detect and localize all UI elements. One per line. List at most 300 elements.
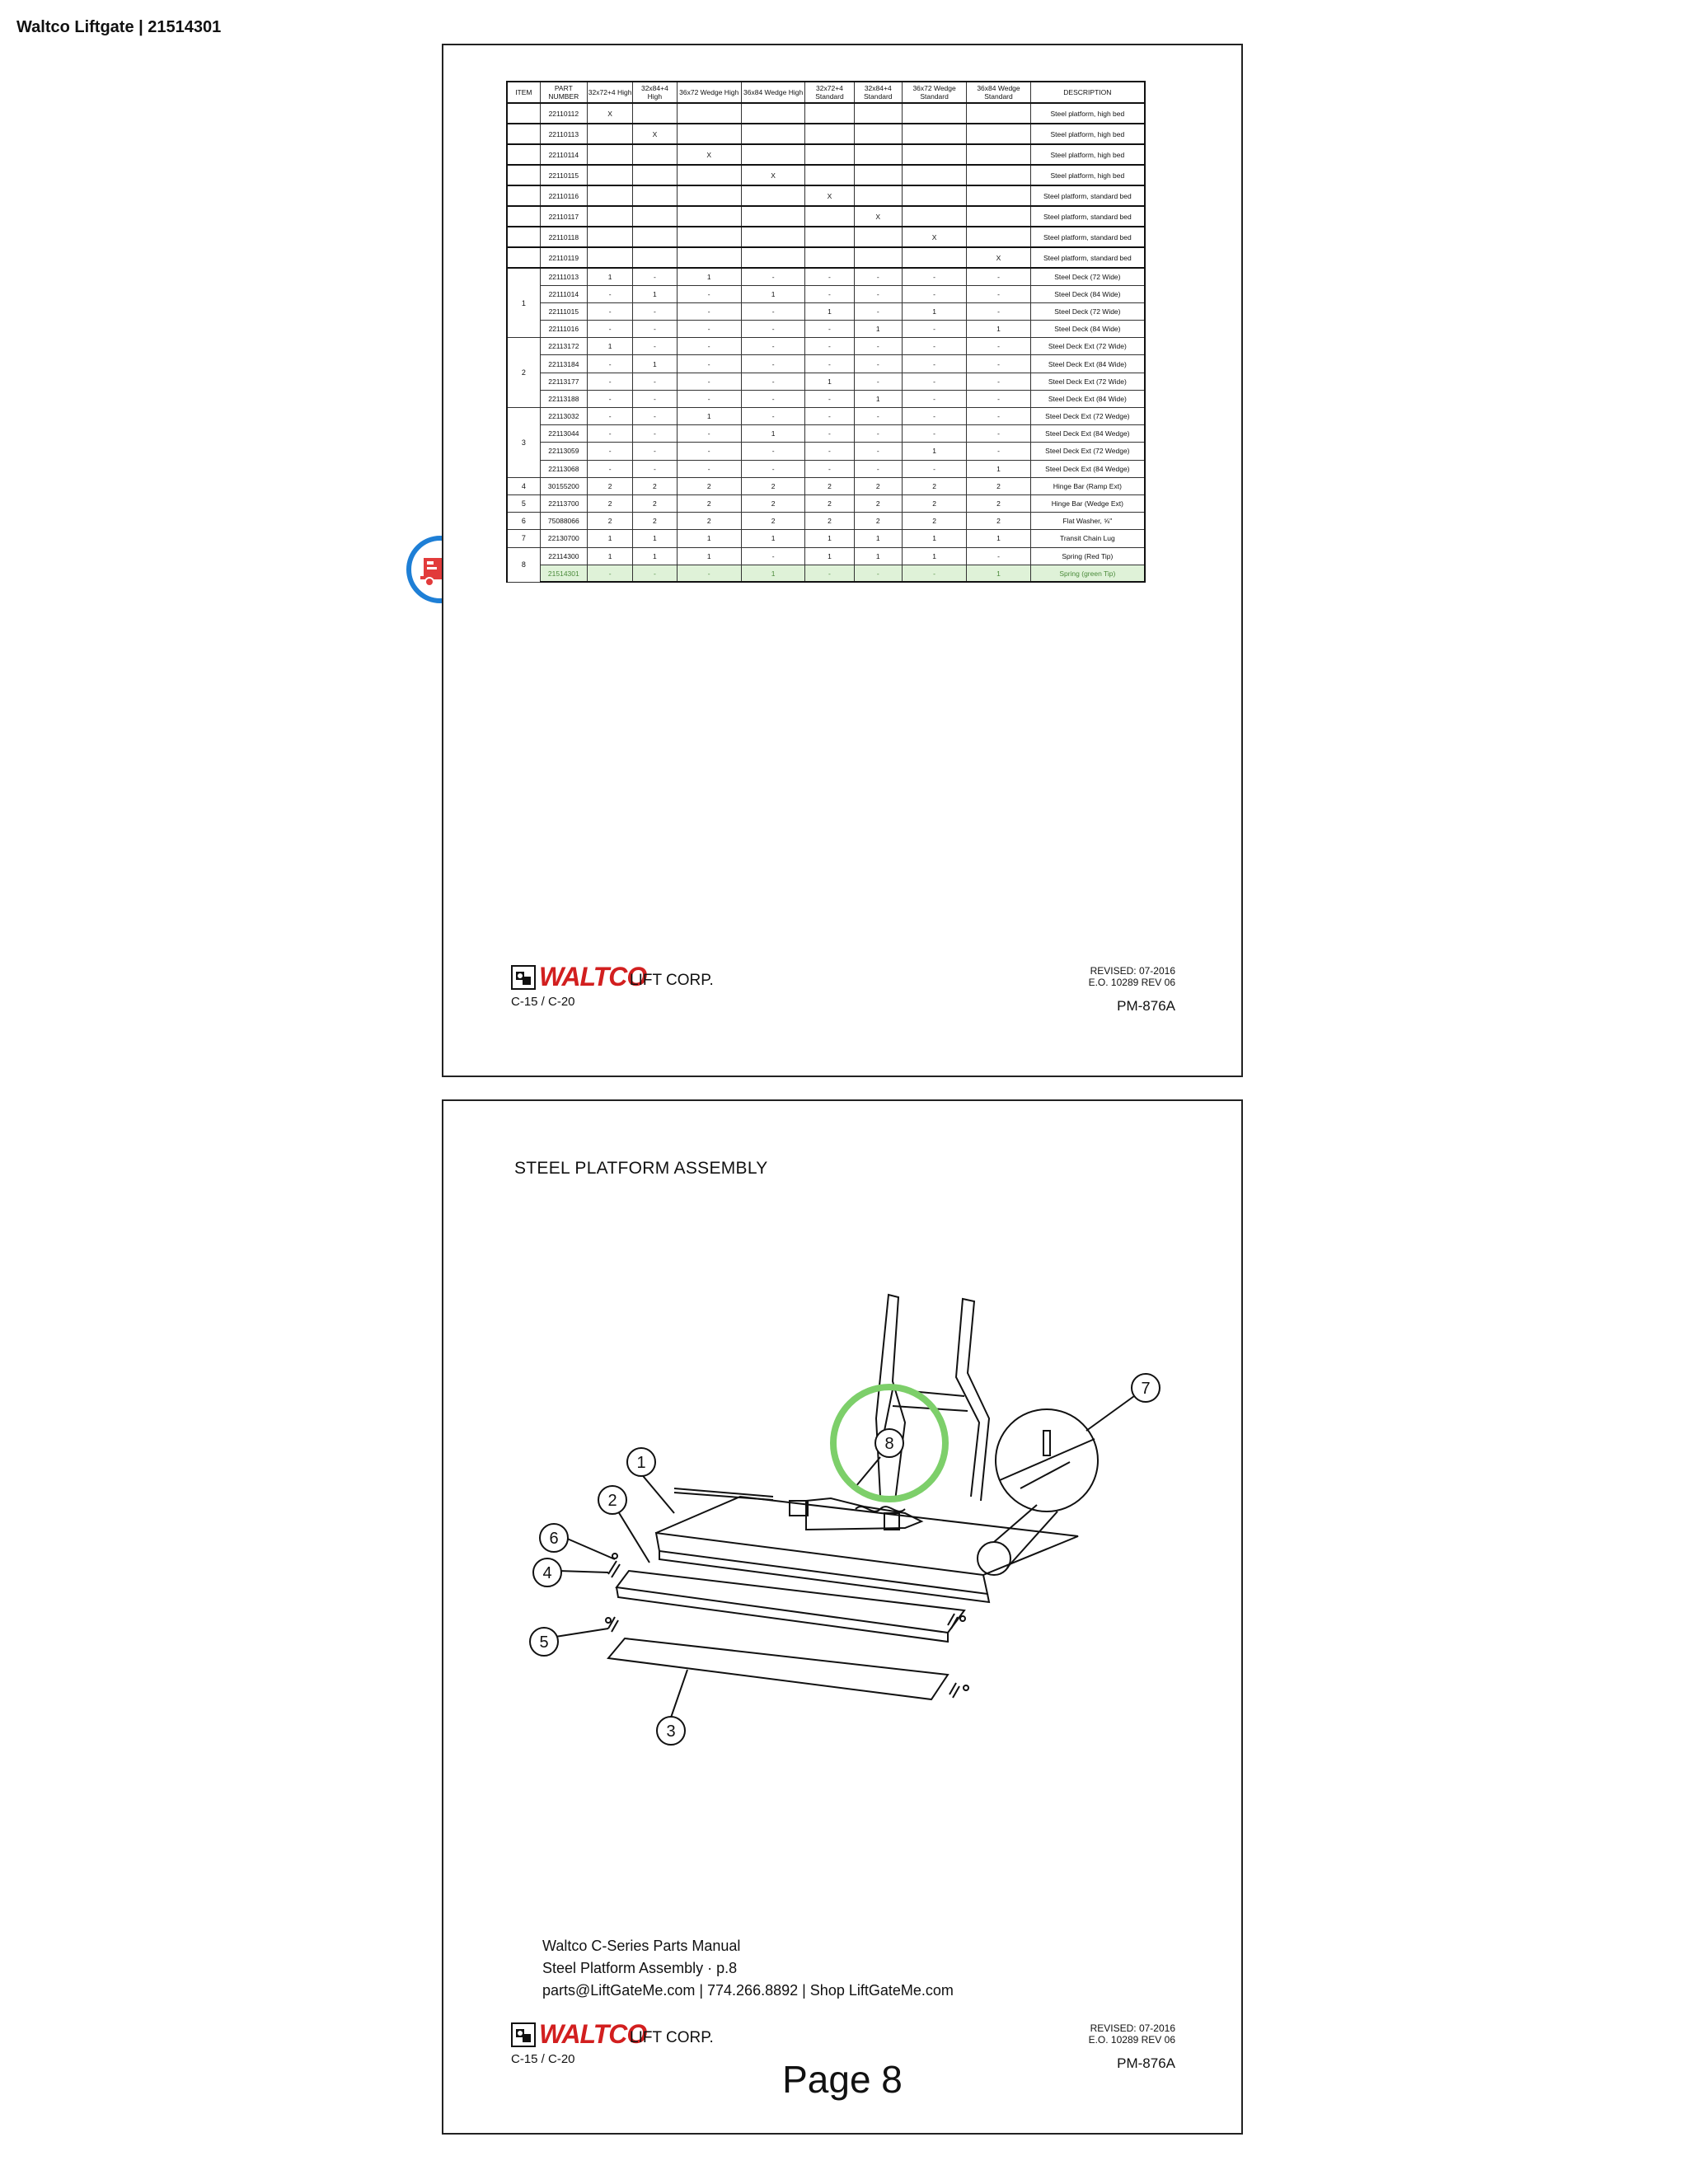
callout-2[interactable]: [598, 1486, 626, 1514]
fit-mark-cell: [854, 227, 902, 247]
description-cell: Spring (Red Tip): [1030, 547, 1145, 565]
callout-5[interactable]: [530, 1628, 558, 1656]
quantity-cell: -: [677, 565, 741, 582]
revision-block: [1089, 965, 1175, 988]
fit-mark-cell: [967, 227, 1030, 247]
quantity-cell: -: [902, 460, 966, 477]
item-cell: 7: [507, 530, 540, 547]
table-row: [507, 460, 1145, 477]
quantity-cell: -: [902, 338, 966, 355]
quantity-cell: -: [967, 547, 1030, 565]
quantity-cell: 1: [677, 268, 741, 285]
sheet-footer: [511, 962, 1203, 1015]
fit-mark-cell: [633, 185, 677, 206]
fit-mark-cell: X: [854, 206, 902, 227]
fit-mark-cell: [854, 124, 902, 144]
description-cell: Spring (green Tip): [1030, 565, 1145, 582]
manual-info: [542, 1935, 954, 2002]
waltco-logo: WALTCO: [539, 2019, 647, 2049]
quantity-cell: -: [967, 373, 1030, 390]
quantity-cell: 2: [805, 513, 854, 530]
lift-corp-label: LIFT CORP.: [630, 972, 714, 989]
exploded-diagram: [443, 1183, 1241, 1741]
parts-list-sheet: [442, 44, 1243, 1077]
item-cell: 4: [507, 477, 540, 494]
quantity-cell: -: [587, 321, 632, 338]
quantity-cell: 1: [902, 302, 966, 320]
quantity-cell: -: [741, 460, 804, 477]
quantity-cell: -: [587, 302, 632, 320]
fit-mark-cell: [741, 247, 804, 268]
quantity-cell: -: [805, 390, 854, 407]
quantity-cell: -: [587, 425, 632, 443]
fit-mark-cell: [854, 144, 902, 165]
quantity-cell: 1: [633, 530, 677, 547]
fit-mark-cell: [587, 124, 632, 144]
part-number-cell: 22113184: [540, 355, 587, 373]
part-number-cell: 21514301: [540, 565, 587, 582]
quantity-cell: -: [805, 460, 854, 477]
waltco-logo: WALTCO: [539, 962, 647, 991]
fit-mark-cell: X: [902, 227, 966, 247]
col-header: 36x72 Wedge High: [677, 82, 741, 103]
revision-block: [1089, 2022, 1175, 2046]
description-cell: Steel Deck (72 Wide): [1030, 268, 1145, 285]
fit-mark-cell: [741, 185, 804, 206]
description-cell: Steel Deck Ext (72 Wide): [1030, 338, 1145, 355]
quantity-cell: -: [633, 565, 677, 582]
quantity-cell: 1: [805, 302, 854, 320]
fit-mark-cell: [633, 144, 677, 165]
description-cell: Steel Deck Ext (84 Wide): [1030, 390, 1145, 407]
callout-label: 7: [1141, 1380, 1151, 1398]
quantity-cell: 1: [587, 547, 632, 565]
table-row: [507, 425, 1145, 443]
description-cell: Steel platform, standard bed: [1030, 227, 1145, 247]
description-cell: Steel platform, standard bed: [1030, 185, 1145, 206]
col-header: 36x72 Wedge Standard: [902, 82, 966, 103]
quantity-cell: 1: [741, 530, 804, 547]
table-row: [507, 302, 1145, 320]
quantity-cell: -: [587, 373, 632, 390]
quantity-cell: -: [741, 390, 804, 407]
callout-1[interactable]: [627, 1448, 655, 1476]
quantity-cell: 1: [967, 565, 1030, 582]
fit-mark-cell: [741, 206, 804, 227]
quantity-cell: 1: [677, 530, 741, 547]
quantity-cell: -: [902, 408, 966, 425]
quantity-cell: -: [677, 321, 741, 338]
description-cell: Steel platform, high bed: [1030, 103, 1145, 124]
description-cell: Steel Deck (84 Wide): [1030, 285, 1145, 302]
fit-mark-cell: [967, 124, 1030, 144]
quantity-cell: 2: [587, 494, 632, 512]
fit-mark-cell: [741, 227, 804, 247]
quantity-cell: -: [741, 373, 804, 390]
steel-deck: [656, 1497, 1078, 1602]
quantity-cell: 1: [805, 530, 854, 547]
col-header: ITEM: [507, 82, 540, 103]
quantity-cell: 2: [805, 477, 854, 494]
item-cell: 5: [507, 494, 540, 512]
quantity-cell: -: [741, 355, 804, 373]
quantity-cell: 1: [805, 373, 854, 390]
callout-7[interactable]: [1132, 1374, 1160, 1402]
col-header: 36x84 Wedge Standard: [967, 82, 1030, 103]
fit-mark-cell: [633, 103, 677, 124]
fit-mark-cell: [587, 185, 632, 206]
fit-mark-cell: [677, 165, 741, 185]
fit-mark-cell: [587, 144, 632, 165]
description-cell: Transit Chain Lug: [1030, 530, 1145, 547]
fit-mark-cell: [805, 124, 854, 144]
fit-mark-cell: X: [741, 165, 804, 185]
col-header: 32x84+4 Standard: [854, 82, 902, 103]
item-cell: 8: [507, 547, 540, 582]
item-cell: [507, 227, 540, 247]
quantity-cell: -: [902, 355, 966, 373]
quantity-cell: 2: [741, 477, 804, 494]
fit-mark-cell: [805, 103, 854, 124]
description-cell: Steel Deck Ext (72 Wedge): [1030, 443, 1145, 460]
quantity-cell: -: [854, 408, 902, 425]
callout-label: 6: [549, 1530, 559, 1548]
table-row: [507, 227, 1145, 247]
quantity-cell: -: [967, 425, 1030, 443]
quantity-cell: 1: [741, 285, 804, 302]
waltco-logo-icon: [511, 2022, 536, 2047]
quantity-cell: -: [587, 390, 632, 407]
part-number-cell: 22111013: [540, 268, 587, 285]
eo-number: E.O. 10289 REV 06: [1088, 977, 1175, 988]
description-cell: Steel platform, high bed: [1030, 165, 1145, 185]
description-cell: Steel platform, standard bed: [1030, 206, 1145, 227]
quantity-cell: -: [633, 425, 677, 443]
item-cell: 1: [507, 268, 540, 338]
part-number-cell: 22113068: [540, 460, 587, 477]
page-number: Page 8: [782, 2058, 903, 2101]
part-number-cell: 22110115: [540, 165, 587, 185]
part-number-cell: 22113188: [540, 390, 587, 407]
quantity-cell: 2: [587, 513, 632, 530]
quantity-cell: 1: [633, 285, 677, 302]
model-label: C-15 / C-20: [511, 995, 575, 1009]
quantity-cell: 2: [741, 513, 804, 530]
quantity-cell: -: [902, 373, 966, 390]
quantity-cell: -: [805, 321, 854, 338]
quantity-cell: -: [854, 355, 902, 373]
quantity-cell: -: [677, 302, 741, 320]
table-row: [507, 321, 1145, 338]
fit-mark-cell: [677, 103, 741, 124]
quantity-cell: -: [967, 285, 1030, 302]
item-cell: 6: [507, 513, 540, 530]
description-cell: Steel Deck Ext (84 Wedge): [1030, 460, 1145, 477]
fit-mark-cell: [677, 185, 741, 206]
description-cell: Steel Deck Ext (72 Wedge): [1030, 408, 1145, 425]
manual-section: Steel Platform Assembly · p.8: [542, 1960, 738, 1976]
quantity-cell: 2: [633, 477, 677, 494]
item-cell: [507, 185, 540, 206]
description-cell: Steel platform, high bed: [1030, 144, 1145, 165]
quantity-cell: 2: [677, 477, 741, 494]
quantity-cell: -: [854, 268, 902, 285]
callout-8[interactable]: [875, 1429, 903, 1457]
quantity-cell: 1: [805, 547, 854, 565]
fit-mark-cell: [967, 206, 1030, 227]
fit-mark-cell: [741, 103, 804, 124]
fit-mark-cell: [902, 103, 966, 124]
quantity-cell: -: [677, 460, 741, 477]
quantity-cell: 2: [677, 513, 741, 530]
description-cell: Flat Washer, ⅝": [1030, 513, 1145, 530]
table-row: [507, 185, 1145, 206]
fit-mark-cell: [902, 206, 966, 227]
lift-arms: [876, 1295, 989, 1501]
quantity-cell: 1: [854, 321, 902, 338]
fit-mark-cell: [854, 185, 902, 206]
quantity-cell: 1: [741, 425, 804, 443]
quantity-cell: -: [587, 355, 632, 373]
item-cell: [507, 165, 540, 185]
quantity-cell: 1: [902, 443, 966, 460]
quantity-cell: -: [805, 565, 854, 582]
table-row: [507, 355, 1145, 373]
quantity-cell: -: [741, 443, 804, 460]
part-number-cell: 22113700: [540, 494, 587, 512]
waltco-logo-icon: [511, 965, 536, 990]
table-row: [507, 285, 1145, 302]
fit-mark-cell: [967, 103, 1030, 124]
fit-mark-cell: [633, 247, 677, 268]
quantity-cell: 2: [677, 494, 741, 512]
part-number-cell: 22110117: [540, 206, 587, 227]
quantity-cell: -: [805, 268, 854, 285]
col-header: 32x72+4 High: [587, 82, 632, 103]
quantity-cell: -: [677, 373, 741, 390]
fit-mark-cell: [587, 206, 632, 227]
table-row: [507, 206, 1145, 227]
item-cell: [507, 103, 540, 124]
quantity-cell: 1: [587, 338, 632, 355]
quantity-cell: -: [741, 547, 804, 565]
quantity-cell: -: [902, 285, 966, 302]
callout-6[interactable]: [540, 1524, 568, 1552]
item-cell: 2: [507, 338, 540, 408]
quantity-cell: -: [741, 321, 804, 338]
fit-mark-cell: [854, 165, 902, 185]
quantity-cell: -: [805, 443, 854, 460]
fit-mark-cell: [967, 165, 1030, 185]
part-number-cell: 22113032: [540, 408, 587, 425]
quantity-cell: -: [967, 390, 1030, 407]
fit-mark-cell: [805, 206, 854, 227]
quantity-cell: -: [854, 302, 902, 320]
table-row: [507, 443, 1145, 460]
quantity-cell: 2: [633, 513, 677, 530]
quantity-cell: 2: [741, 494, 804, 512]
quantity-cell: -: [854, 443, 902, 460]
fit-mark-cell: [677, 247, 741, 268]
quantity-cell: 1: [741, 565, 804, 582]
fit-mark-cell: [902, 124, 966, 144]
quantity-cell: -: [677, 355, 741, 373]
quantity-cell: -: [741, 268, 804, 285]
table-row: [507, 547, 1145, 565]
quantity-cell: -: [902, 390, 966, 407]
quantity-cell: -: [967, 408, 1030, 425]
quantity-cell: 2: [805, 494, 854, 512]
quantity-cell: -: [633, 338, 677, 355]
part-number-cell: 30155200: [540, 477, 587, 494]
callout-label: 3: [666, 1722, 676, 1741]
quantity-cell: -: [854, 565, 902, 582]
item-cell: [507, 124, 540, 144]
part-number-cell: 22110114: [540, 144, 587, 165]
assembly-diagram-sheet: [442, 1099, 1243, 2135]
quantity-cell: -: [805, 425, 854, 443]
quantity-cell: 1: [677, 547, 741, 565]
table-header-row: [507, 82, 1145, 103]
fit-mark-cell: [587, 227, 632, 247]
fit-mark-cell: [902, 247, 966, 268]
quantity-cell: -: [677, 285, 741, 302]
table-row: [507, 124, 1145, 144]
part-number-cell: 22111015: [540, 302, 587, 320]
part-number-cell: 22110118: [540, 227, 587, 247]
quantity-cell: -: [633, 390, 677, 407]
quantity-cell: -: [587, 443, 632, 460]
fit-mark-cell: X: [633, 124, 677, 144]
fit-mark-cell: [902, 144, 966, 165]
quantity-cell: 2: [967, 494, 1030, 512]
col-header: 36x84 Wedge High: [741, 82, 804, 103]
fit-mark-cell: X: [677, 144, 741, 165]
table-row: [507, 338, 1145, 355]
quantity-cell: -: [902, 321, 966, 338]
quantity-cell: -: [633, 321, 677, 338]
quantity-cell: 1: [854, 390, 902, 407]
quantity-cell: 1: [854, 547, 902, 565]
quantity-cell: 1: [633, 547, 677, 565]
quantity-cell: 2: [902, 477, 966, 494]
quantity-cell: -: [633, 268, 677, 285]
lift-corp-label: LIFT CORP.: [630, 2029, 714, 2046]
quantity-cell: 1: [587, 530, 632, 547]
quantity-cell: 1: [902, 547, 966, 565]
quantity-cell: -: [805, 285, 854, 302]
callout-label: 5: [539, 1633, 549, 1652]
col-header: 32x84+4 High: [633, 82, 677, 103]
table-row: [507, 247, 1145, 268]
quantity-cell: -: [967, 338, 1030, 355]
quantity-cell: 2: [854, 494, 902, 512]
quantity-cell: -: [854, 285, 902, 302]
quantity-cell: -: [854, 460, 902, 477]
part-number-cell: 22113172: [540, 338, 587, 355]
quantity-cell: -: [587, 460, 632, 477]
quantity-cell: 2: [854, 477, 902, 494]
quantity-cell: -: [633, 460, 677, 477]
table-row: [507, 165, 1145, 185]
fit-mark-cell: [677, 206, 741, 227]
quantity-cell: -: [677, 425, 741, 443]
fit-mark-cell: [805, 165, 854, 185]
deck-extension-wedge: [608, 1638, 948, 1699]
page-title: Waltco Liftgate | 21514301: [16, 18, 222, 36]
table-row: [507, 513, 1145, 530]
item-cell: [507, 206, 540, 227]
quantity-cell: -: [587, 408, 632, 425]
quantity-cell: 2: [633, 494, 677, 512]
hinge-bar: [608, 1561, 620, 1577]
deck-extension-ramp: [617, 1571, 964, 1642]
quantity-cell: 2: [967, 513, 1030, 530]
quantity-cell: -: [854, 373, 902, 390]
diagram-title: STEEL PLATFORM ASSEMBLY: [514, 1159, 768, 1178]
part-number-cell: 22130700: [540, 530, 587, 547]
fit-mark-cell: [854, 247, 902, 268]
part-number-cell: 22110116: [540, 185, 587, 206]
quantity-cell: 1: [587, 268, 632, 285]
quantity-cell: 1: [633, 355, 677, 373]
fit-mark-cell: [854, 103, 902, 124]
part-number-cell: 22110119: [540, 247, 587, 268]
quantity-cell: 2: [587, 477, 632, 494]
fit-mark-cell: [633, 206, 677, 227]
quantity-cell: -: [741, 302, 804, 320]
fit-mark-cell: [967, 144, 1030, 165]
quantity-cell: -: [587, 285, 632, 302]
spring-assembly: [790, 1498, 921, 1530]
quantity-cell: -: [805, 408, 854, 425]
quantity-cell: 2: [854, 513, 902, 530]
quantity-cell: -: [587, 565, 632, 582]
quantity-cell: -: [741, 408, 804, 425]
table-row: [507, 494, 1145, 512]
fit-mark-cell: [741, 124, 804, 144]
fit-mark-cell: [741, 144, 804, 165]
part-number-cell: 22113044: [540, 425, 587, 443]
quantity-cell: 1: [902, 530, 966, 547]
table-row: [507, 373, 1145, 390]
manual-title: Waltco C-Series Parts Manual: [542, 1938, 741, 1954]
part-number-cell: 22113059: [540, 443, 587, 460]
table-row: [507, 477, 1145, 494]
callout-label: 8: [884, 1435, 894, 1453]
revised-date: REVISED: 07-2016: [1090, 2022, 1175, 2034]
fit-mark-cell: [805, 247, 854, 268]
item-cell: [507, 247, 540, 268]
contact-line[interactable]: parts@LiftGateMe.com | 774.266.8892 | Shop LiftGateMe.com: [542, 1982, 954, 1999]
description-cell: Hinge Bar (Wedge Ext): [1030, 494, 1145, 512]
revised-date: REVISED: 07-2016: [1090, 965, 1175, 977]
quantity-cell: -: [854, 338, 902, 355]
quantity-cell: -: [902, 425, 966, 443]
quantity-cell: 1: [967, 321, 1030, 338]
fit-mark-cell: [677, 124, 741, 144]
part-number-cell: 22110112: [540, 103, 587, 124]
quantity-cell: -: [967, 443, 1030, 460]
callout-3[interactable]: [657, 1717, 685, 1745]
description-cell: Steel Deck (72 Wide): [1030, 302, 1145, 320]
fit-mark-cell: [902, 165, 966, 185]
quantity-cell: 2: [902, 513, 966, 530]
callout-4[interactable]: [533, 1558, 561, 1586]
quantity-cell: -: [967, 302, 1030, 320]
fit-mark-cell: X: [967, 247, 1030, 268]
quantity-cell: -: [967, 355, 1030, 373]
